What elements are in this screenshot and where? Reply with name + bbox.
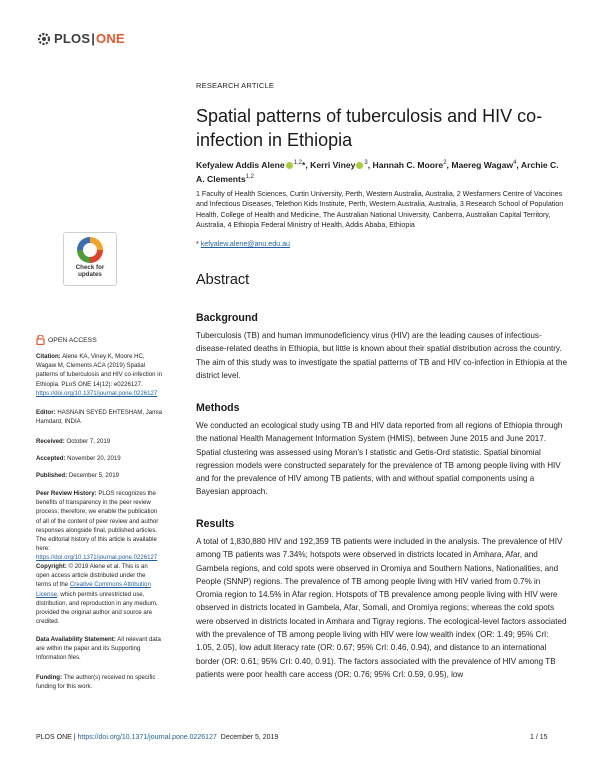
peer-review-link[interactable]: https://doi.org/10.1371/journal.pone.0226127: [36, 554, 158, 562]
check-updates-line2: updates: [78, 271, 102, 278]
footer-date: December 5, 2019: [220, 734, 279, 741]
check-updates-line1: Check for: [75, 264, 105, 271]
copyright-text: © 2019 Alene et al. This is an open access article distributed under the terms of the: [36, 563, 148, 589]
citation-text: Alene KA, Viney K, Moore HC, Wagaw M, Clements ACA (2019) Spatial patterns of tuberculosis and HIV co-infection in Ethiopia. PLoS ONE 14(12): e0226127.: [36, 353, 163, 388]
citation-doi-link[interactable]: https://doi.org/10.1371/journal.pone.0226127: [36, 389, 158, 397]
logo-plos-text: PLOS: [54, 31, 91, 46]
author-name[interactable]: Hannah C. Moore: [372, 159, 444, 170]
cc-license-link[interactable]: Creative Commons Attribution License: [36, 581, 151, 598]
author-affil-sup: 3: [364, 160, 368, 166]
footer-journal: PLOS ONE: [36, 734, 72, 741]
peer-review-text: PLOS recognizes the benefits of transparency in the peer review process; therefore, we enable the publication of all of the content of peer review and author responses alongside final, published articles. The editorial history of this article is available here:: [36, 490, 159, 553]
author-affil-sup: 2: [443, 160, 447, 166]
logo-one-text: ONE: [96, 31, 125, 46]
published-label: Published:: [36, 472, 68, 479]
copyright-block: [36, 562, 162, 626]
received-date: October 7, 2019: [66, 438, 111, 445]
background-heading: Background: [196, 312, 258, 324]
orcid-icon[interactable]: [356, 162, 363, 169]
funding-text: The author(s) received no specific funding for this work.: [36, 674, 156, 691]
editor-block: [36, 408, 162, 426]
author-name[interactable]: Kefyalew Addis Alene: [196, 159, 285, 170]
author-name[interactable]: Kerri Viney: [310, 159, 356, 170]
copyright-label: Copyright:: [36, 563, 67, 570]
received-block: [36, 437, 162, 446]
published-date: December 5, 2019: [68, 472, 119, 479]
open-lock-icon: [36, 335, 45, 345]
peer-review-label: Peer Review History:: [36, 490, 97, 497]
check-updates-icon: [77, 237, 103, 263]
corresponding-email: [196, 240, 568, 248]
email-star: *: [196, 240, 199, 248]
plos-one-logo[interactable]: [37, 31, 125, 46]
author-name[interactable]: Maereg Wagaw: [451, 159, 514, 170]
published-block: [36, 471, 162, 480]
copyright-text-2: , which permits unrestricted use, distribution, and reproduction in any medium, provided the original author and source are credited.: [36, 590, 158, 626]
citation-label: Citation:: [36, 353, 61, 360]
methods-text: We conducted an ecological study using TB and HIV data reported from all regions of Ethiopia through the national Health Management Information System (HMIS), between June 2015 and June 2017. Spatial clustering was assessed using Moran's I statistic and Getis-Ord statistic. Spatial binomial regression models were constructed separately for the prevalence of TB among people living with HIV and for the prevalence of HIV among TB patients, with and without spatial components using a Bayesian approach.: [196, 421, 563, 497]
open-access-label: OPEN ACCESS: [48, 336, 97, 344]
author-name[interactable]: Archie C. A. Clements: [196, 159, 559, 185]
article-title: Spatial patterns of tuberculosis and HIV co-infection in Ethiopia: [196, 106, 543, 150]
page-number: 1 / 15: [530, 734, 548, 741]
footer-separator: |: [73, 734, 76, 741]
peer-review-block: [36, 489, 162, 563]
editor-text: HASNAIN SEYED EHTESHAM, Jamia Hamdard, INDIA: [36, 409, 162, 426]
logo-separator: |: [91, 31, 96, 46]
accepted-date: November 20, 2019: [67, 455, 121, 462]
funding-block: [36, 673, 162, 691]
corresponding-star: *: [302, 159, 306, 170]
received-label: Received:: [36, 438, 65, 445]
results-text: A total of 1,830,880 HIV and 192,359 TB patients were included in the analysis. The prevalence of HIV among TB patients was 7.34%; hotspots were observed in districts located in Amhara, Afar, and Gambela regions, and cold spots were observed in Oromiya and Southern Nations, Nationalities, and People (SNNP) regions. The prevalence of TB among people living with HIV varied from 0.7% in Oromia region to 14.5% in Afar region. Hotspots of TB prevalence among people living with HIV were observed in districts located in Gambela, Afar, Somali, and Oromiya regions; whereas the cold spots were observed in districts located in Amhara and Tigray regions. The ecological-level factors associated with the prevalence of TB among people living with HIV were low wealth index (OR: 1.49; 95% CrI: 1.05, 2.05), low adult literacy rate (OR: 0.67; 95% CrI: 0.46, 0.94), and distance to an international border (OR: 0.61; 95% CrI: 0.40, 0.91). The factors associated with the prevalence of HIV among TB patients were poor health care access (OR: 0.76; 95% CrI: 0.59, 0.95), low: [196, 537, 567, 679]
funding-label: Funding:: [36, 674, 63, 681]
methods-heading: Methods: [196, 402, 240, 414]
author-affil-sup: 1,2: [293, 160, 303, 166]
data-availability-label: Data Availability Statement:: [36, 636, 116, 643]
citation-block: [36, 352, 162, 398]
affiliations: 1 Faculty of Health Sciences, Curtin University, Perth, Western Australia, Australia, 2 Wesfarmers Centre of Vaccines and Infectious Diseases, Telethon Kids Institute, Perth, Western Australia, Australia, 3 Research School of Population Health, College of Health and Medicine, The Australian National University, Canberra, Australian Capital Territory, Australia, 4 Ethiopia Federal Ministry of Health, Addis Ababa, Ethiopia: [196, 190, 564, 229]
data-availability-block: [36, 635, 162, 663]
data-availability-text: All relevant data are within the paper and its Supporting Information files.: [36, 636, 161, 662]
open-access-badge: [36, 335, 97, 345]
author-affil-sup: 4: [513, 160, 517, 166]
editor-label: Editor:: [36, 409, 56, 416]
abstract-heading: Abstract: [196, 272, 250, 288]
author-affil-sup: 1,2: [245, 174, 255, 181]
accepted-label: Accepted:: [36, 455, 66, 462]
section-tag: RESEARCH ARTICLE: [196, 81, 275, 90]
plos-logo-icon: [37, 32, 51, 46]
orcid-icon[interactable]: [286, 162, 293, 169]
check-for-updates-badge[interactable]: [63, 232, 117, 286]
page-footer: [36, 734, 566, 741]
email-link[interactable]: kefyalew.alene@anu.edu.au: [200, 240, 290, 248]
accepted-block: [36, 454, 162, 463]
results-heading: Results: [196, 518, 235, 530]
footer-doi-link[interactable]: https://doi.org/10.1371/journal.pone.0226127: [77, 734, 217, 741]
background-text: Tuberculosis (TB) and human immunodeficiency virus (HIV) are the leading causes of infectious-disease-related deaths in Ethiopia, but little is known about their spatial distribution across the country. The aim of this study was to investigate the spatial patterns of TB and HIV co-infection in Ethiopia at the district level.: [196, 331, 568, 380]
author-list: Kefyalew Addis Alene $^{1,2}$*, Kerri Viney $^3$, Hannah C. Moore$^2$, Maereg Wagaw$^4$, Archie C. A. Clements$^{1,2}$: [196, 159, 559, 185]
